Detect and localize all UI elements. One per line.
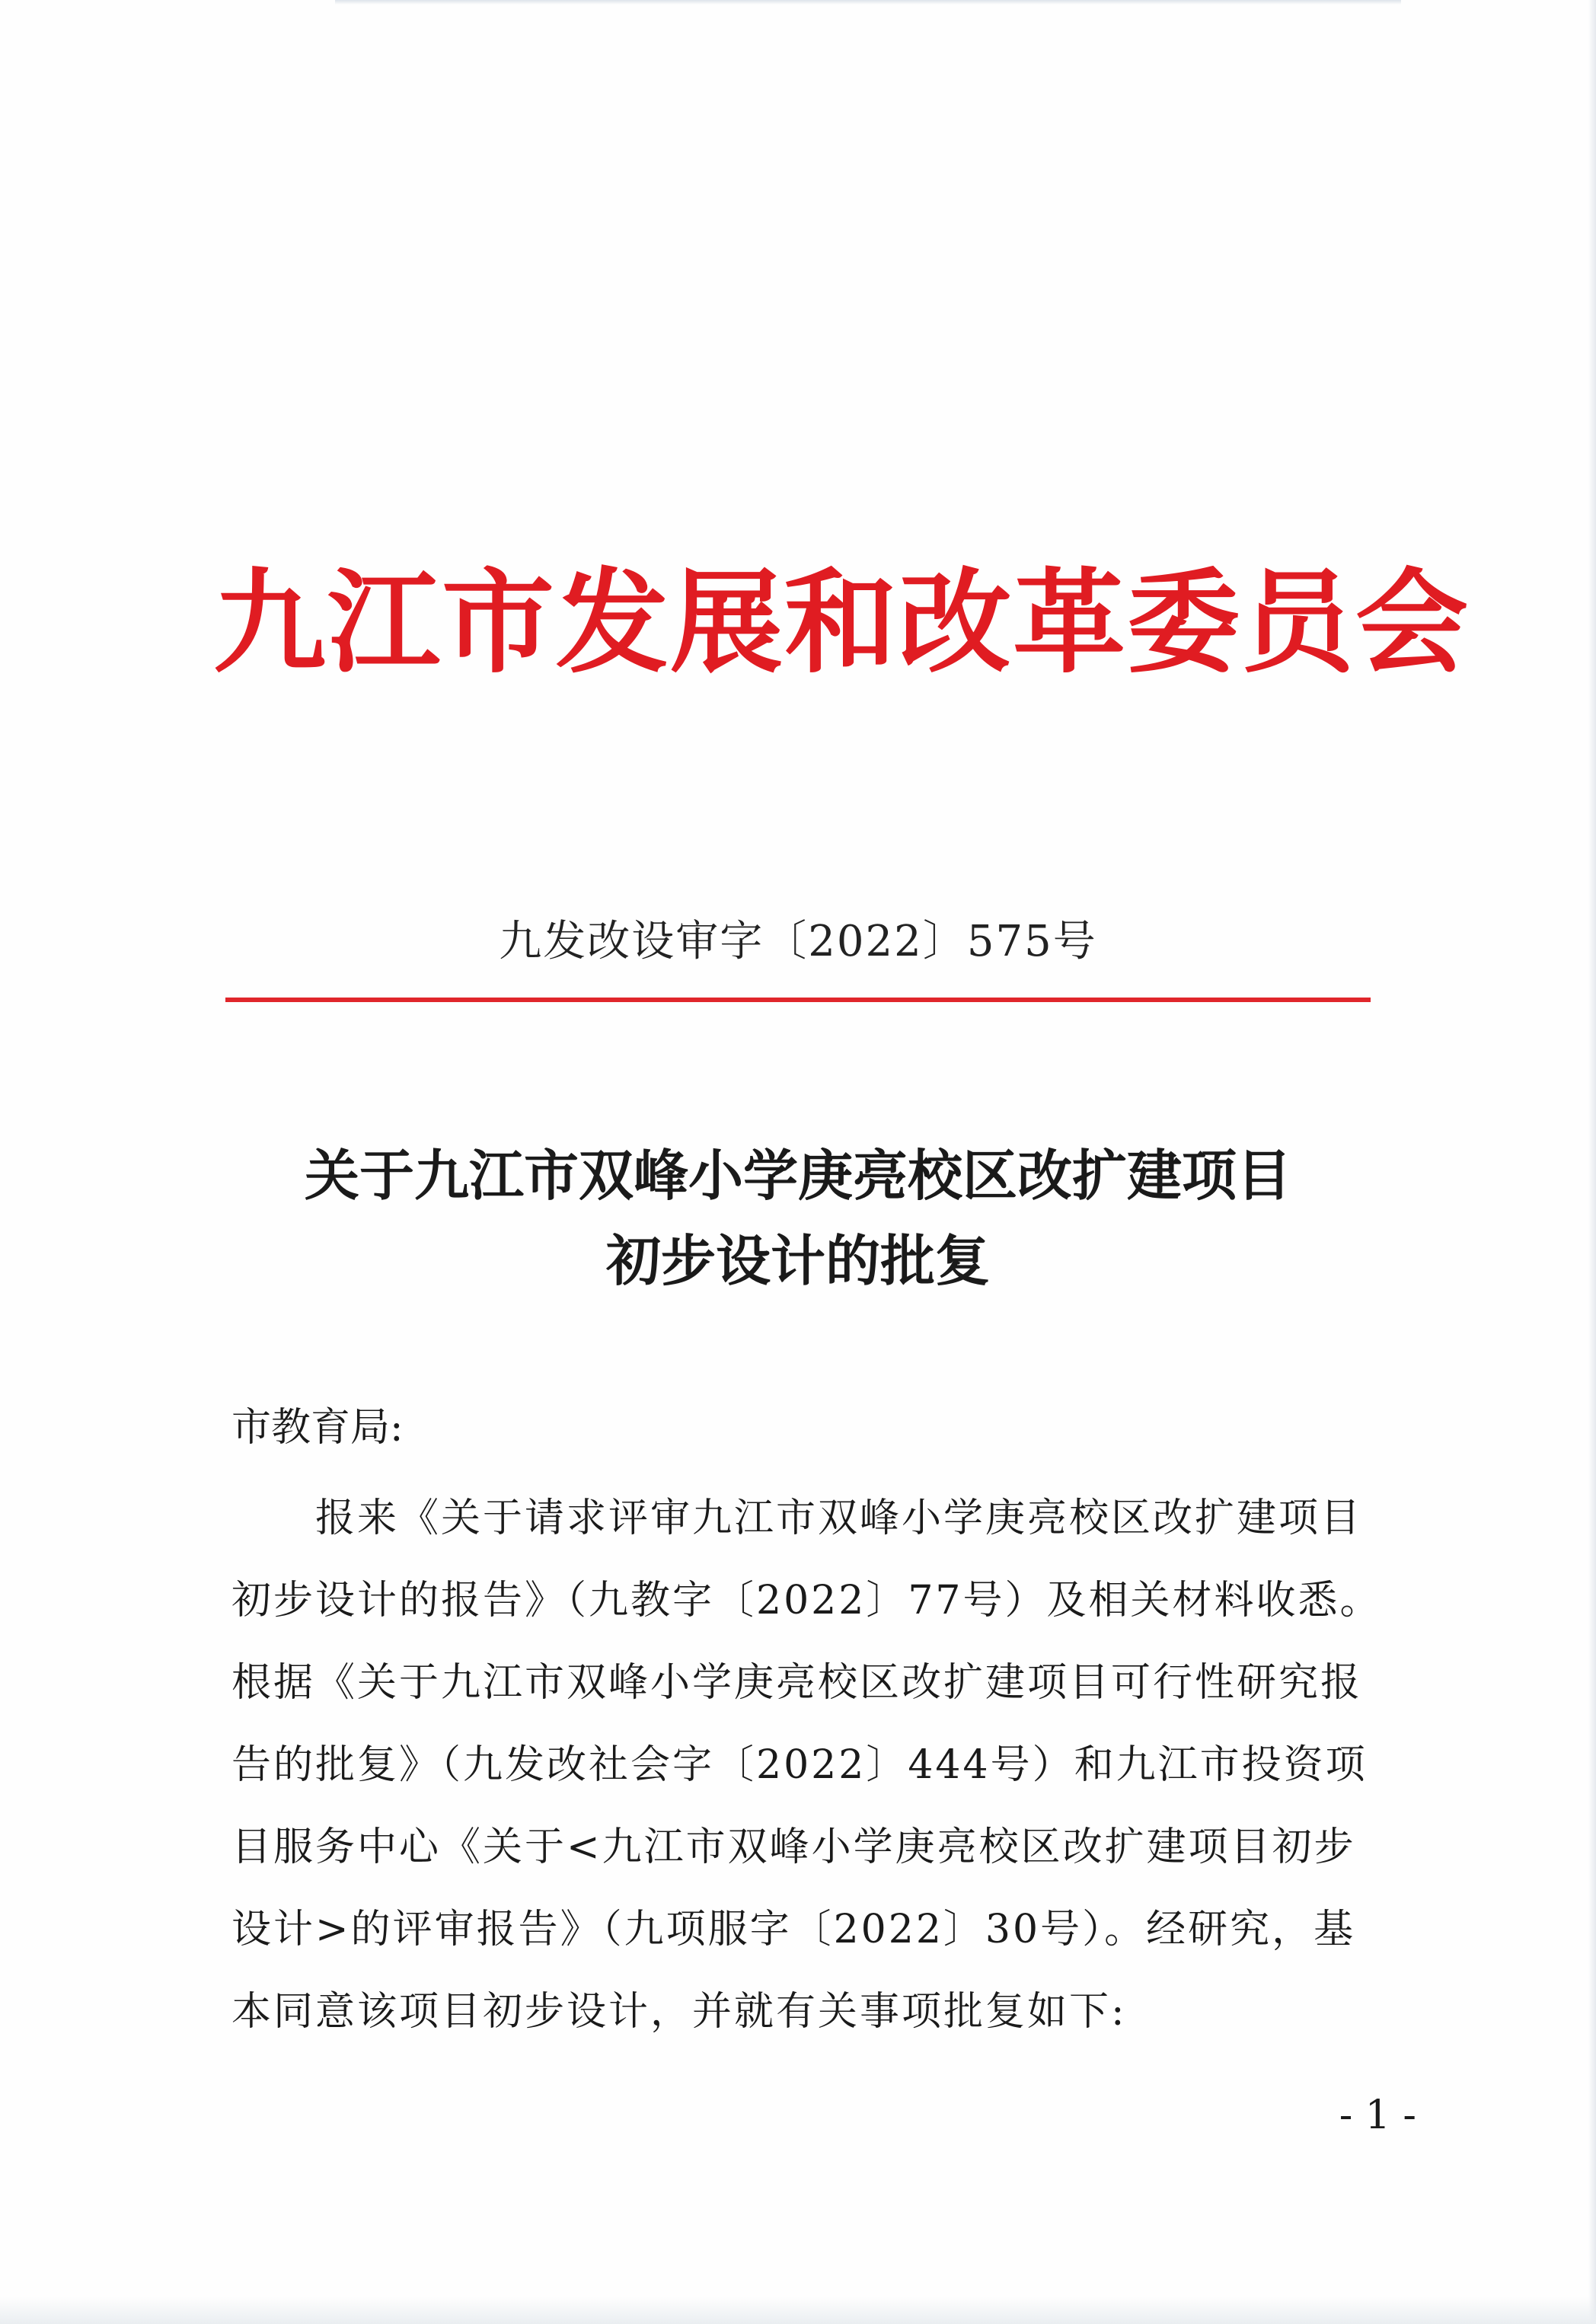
body-line: 初步设计的报告》（九教字〔2022〕77号）及相关材料收悉。 (231, 1578, 1382, 1623)
issuing-organization-header: 九江市发展和改革委员会 (213, 557, 1470, 688)
scan-shadow-top (335, 0, 1401, 5)
document-number: 九发改设审字〔2022〕575号 (499, 917, 1097, 966)
page-number: - 1 - (1339, 2093, 1416, 2138)
body-line: 报来《关于请求评审九江市双峰小学庚亮校区改扩建项目 (315, 1496, 1363, 1541)
body-line: 本同意该项目初步设计，并就有关事项批复如下: (231, 1989, 1127, 2035)
document-title (225, 1133, 1371, 1304)
body-line: 根据《关于九江市双峰小学庚亮校区改扩建项目可行性研究报 (231, 1660, 1363, 1706)
body-line: 告的批复》（九发改社会字〔2022〕444号）和九江市投资项 (231, 1742, 1368, 1788)
body-paragraph (231, 1477, 1389, 2053)
red-divider-line (225, 998, 1371, 1002)
title-line-2: 初步设计的批复 (605, 1228, 990, 1293)
body-line: 目服务中心《关于<九江市双峰小学庚亮校区改扩建项目初步 (231, 1824, 1356, 1870)
title-line-1: 关于九江市双峰小学庚亮校区改扩建项目 (304, 1143, 1291, 1208)
scan-shadow-bottom (0, 2297, 1596, 2324)
recipient: 市教育局: (231, 1405, 404, 1451)
body-line: 设计>的评审报告》（九项服字〔2022〕30号）。经研究，基 (231, 1907, 1356, 1952)
scan-shadow-right (1588, 0, 1596, 2324)
